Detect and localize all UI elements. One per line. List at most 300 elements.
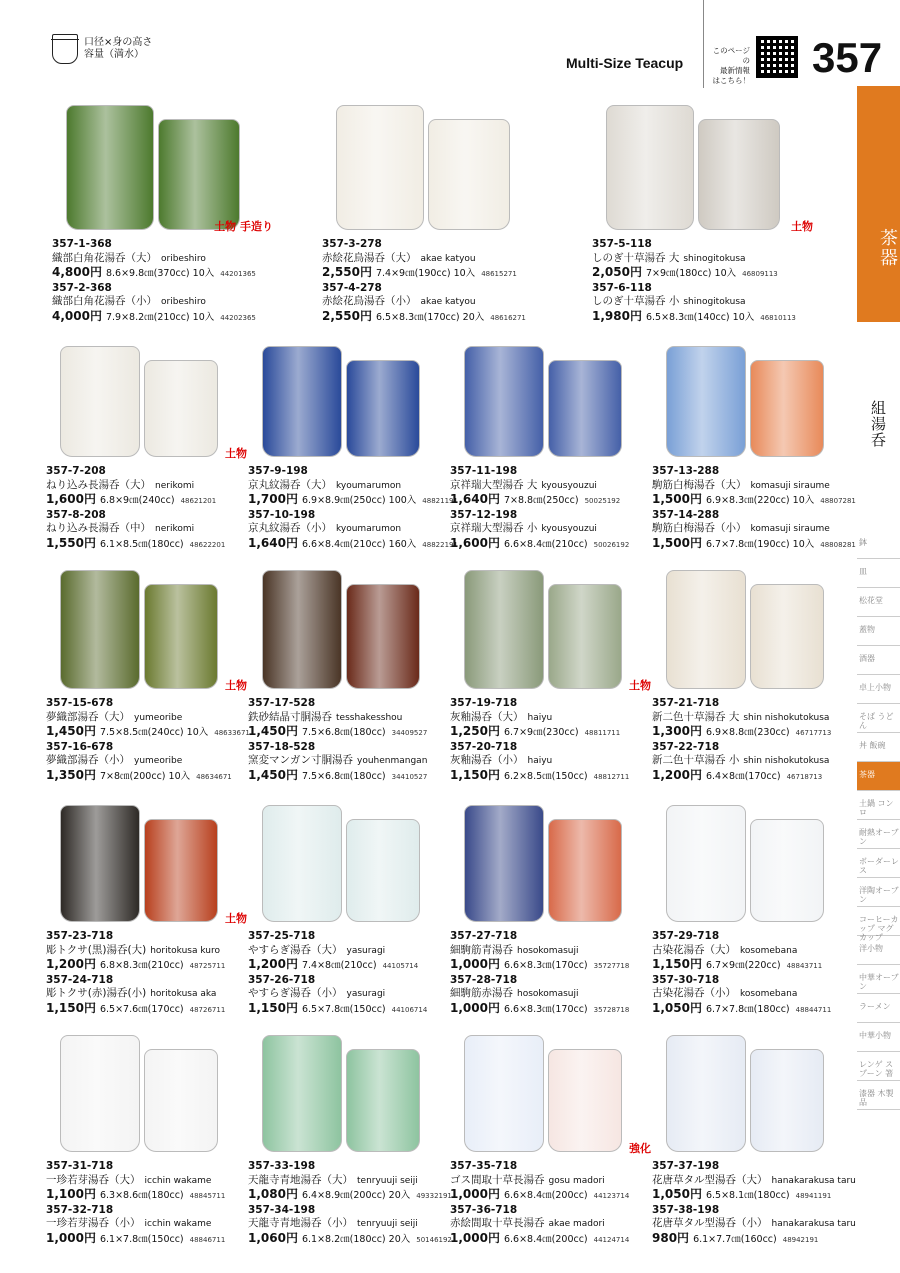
material-badge: 土物 <box>225 912 247 925</box>
product-name-line <box>46 1217 225 1232</box>
product-romaji: shin nishokutokusa <box>743 712 830 723</box>
product-price: 1,600円 <box>46 492 96 506</box>
category-tab[interactable]: 茶器 <box>857 86 900 322</box>
product-block[interactable] <box>450 795 655 1015</box>
product-image <box>652 560 857 689</box>
product-romaji: tenryuuji seiji <box>357 1219 418 1229</box>
price-line <box>52 266 256 282</box>
product-jan: 46717713 <box>795 729 832 737</box>
price-line <box>652 769 831 785</box>
product-block[interactable] <box>652 336 857 550</box>
product-name-line <box>46 1174 225 1189</box>
product-code: 357-28-718 <box>450 973 518 986</box>
product-price: 1,200円 <box>46 957 96 971</box>
product-code: 357-9-198 <box>248 465 308 477</box>
product-jan: 48634671 <box>196 772 232 781</box>
product-info <box>652 465 856 552</box>
product-romaji: kyousyouzui <box>541 524 597 534</box>
product-spec: 7.5×8.5㎝(240cc) 10入 <box>99 727 209 738</box>
product-name-line <box>46 987 225 1002</box>
product-name: 彫トクサ(赤)湯呑(小) <box>46 987 147 999</box>
product-spec: 6.7×9㎝(220cc) <box>705 960 781 971</box>
product-price: 1,450円 <box>248 767 298 782</box>
product-spec: 6.5×7.6㎝(170cc) <box>99 1003 184 1015</box>
category-nav-item[interactable]: 丼 飯碗 <box>857 733 900 762</box>
product-image <box>450 795 655 922</box>
small-cup-image <box>750 819 824 922</box>
product-name: ねり込み長湯呑（大） <box>46 478 151 491</box>
category-nav-item[interactable]: 鉢 <box>857 530 900 559</box>
qr-caption-line: このページの <box>712 46 750 65</box>
cup-size-icon <box>52 34 78 64</box>
large-cup-image <box>66 105 154 230</box>
product-block[interactable] <box>248 336 458 550</box>
price-line <box>450 1188 629 1204</box>
product-spec: 7.4×9㎝(190cc) 10入 <box>375 268 476 279</box>
product-name-line <box>248 987 427 1002</box>
product-name: ねり込み長湯呑（中） <box>46 522 151 534</box>
price-line <box>248 769 427 785</box>
large-cup-image <box>60 1035 140 1152</box>
material-badge: 土物 <box>791 220 813 233</box>
product-code: 357-37-198 <box>652 1160 720 1172</box>
product-image <box>450 1025 655 1155</box>
small-cup-image <box>698 119 780 230</box>
product-price: 2,550円 <box>322 308 372 323</box>
product-jan: 35727718 <box>593 962 630 970</box>
product-jan: 44105714 <box>382 962 419 970</box>
product-spec: 6.6×8.3㎝(170cc) <box>503 1003 588 1015</box>
product-code: 357-14-288 <box>652 508 720 521</box>
product-spec: 6.7×9㎝(230cc) <box>503 727 579 738</box>
page-number: 357 <box>812 34 883 81</box>
category-nav-item[interactable]: 耐熱オーブン <box>857 820 900 849</box>
large-cup-image <box>606 105 694 230</box>
product-name-line <box>248 1217 452 1232</box>
price-line <box>652 493 856 509</box>
product-romaji: tenryuuji seiji <box>357 1175 418 1186</box>
product-code: 357-15-678 <box>46 697 114 709</box>
product-info <box>46 465 225 552</box>
product-name-line <box>450 522 629 537</box>
price-line <box>450 958 629 974</box>
price-line <box>652 537 856 553</box>
product-spec: 6.6×8.4㎝(210cc) 160入 <box>301 538 417 550</box>
small-cup-image <box>144 360 218 457</box>
product-code: 357-29-718 <box>652 930 720 942</box>
product-code: 357-34-198 <box>248 1203 316 1216</box>
product-spec: 8.6×9.8㎝(370cc) 10入 <box>105 268 215 279</box>
product-name: 彫トクサ(黒)湯呑(大) <box>46 943 147 956</box>
price-line <box>592 310 796 326</box>
small-cup-image <box>346 360 420 457</box>
product-name-line <box>450 1174 629 1189</box>
product-jan: 46809113 <box>742 270 778 278</box>
category-nav-item[interactable]: そば うどん <box>857 704 900 733</box>
product-name-line <box>450 987 629 1002</box>
product-price: 1,000円 <box>450 1230 500 1245</box>
product-info <box>592 238 796 325</box>
product-jan: 44201365 <box>220 270 256 278</box>
large-cup-image <box>336 105 424 230</box>
price-line <box>46 537 225 553</box>
product-code: 357-19-718 <box>450 697 518 709</box>
product-code: 357-11-198 <box>450 465 518 477</box>
small-cup-image <box>548 819 622 922</box>
product-code: 357-13-288 <box>652 465 720 477</box>
product-image <box>248 336 453 457</box>
product-romaji: icchin wakame <box>144 1175 212 1186</box>
product-block[interactable] <box>46 1025 251 1245</box>
category-nav-item[interactable]: 土鍋 コンロ <box>857 791 900 820</box>
product-jan: 48808281 <box>820 540 856 549</box>
product-jan: 44202365 <box>220 313 256 322</box>
product-spec: 6.2×8.5㎝(150cc) <box>503 770 588 782</box>
product-name: 花唐草タル型湯呑（小） <box>652 1217 768 1229</box>
product-spec: 6.5×8.3㎝(170cc) 20入 <box>375 311 485 323</box>
price-line <box>248 958 427 974</box>
product-romaji: youhenmangan <box>357 756 428 766</box>
price-line <box>450 1232 629 1248</box>
product-image <box>248 560 453 689</box>
product-spec: 7×9㎝(180cc) 10入 <box>645 268 737 279</box>
product-code: 357-27-718 <box>450 930 518 942</box>
product-info <box>248 465 458 552</box>
price-line <box>322 266 526 282</box>
product-jan: 50026192 <box>593 540 630 549</box>
qr-code-icon[interactable] <box>756 36 798 78</box>
size-legend <box>52 34 152 64</box>
product-price: 1,000円 <box>450 957 500 971</box>
product-info <box>450 697 629 784</box>
product-price: 1,060円 <box>248 1230 298 1245</box>
product-code: 357-2-368 <box>52 281 112 294</box>
product-name-line <box>46 944 225 959</box>
product-price: 1,600円 <box>450 535 500 550</box>
price-line <box>652 958 831 974</box>
product-spec: 6.5×8.1㎝(180cc) <box>705 1190 790 1201</box>
product-code: 357-10-198 <box>248 508 316 521</box>
small-cup-image <box>750 584 824 689</box>
product-name-line <box>52 252 256 267</box>
price-line <box>248 537 458 553</box>
product-block[interactable] <box>652 795 857 1015</box>
product-romaji: yumeoribe <box>134 712 183 723</box>
product-code: 357-23-718 <box>46 930 114 942</box>
category-nav-item[interactable]: レンゲ スプーン 箸 <box>857 1052 900 1081</box>
small-cup-image <box>144 584 218 689</box>
category-nav-item[interactable]: コーヒーカップ マグカップ <box>857 907 900 936</box>
product-jan: 49332191 <box>416 1192 452 1200</box>
product-block[interactable] <box>592 95 817 323</box>
product-name-line <box>450 479 629 494</box>
product-code: 357-35-718 <box>450 1160 518 1172</box>
product-price: 1,150円 <box>46 1000 96 1015</box>
product-romaji: shin nishokutokusa <box>743 756 830 766</box>
product-image <box>46 795 251 925</box>
product-jan: 48812711 <box>593 772 630 781</box>
product-name-line <box>248 479 458 494</box>
large-cup-image <box>60 346 140 457</box>
product-romaji: horitokusa aka <box>150 989 217 999</box>
product-name-line <box>450 754 629 769</box>
small-cup-image <box>548 1049 622 1152</box>
product-info <box>322 238 526 325</box>
product-price: 1,640円 <box>450 492 500 506</box>
large-cup-image <box>666 1035 746 1152</box>
product-jan: 48941191 <box>795 1192 832 1200</box>
price-line <box>52 310 256 326</box>
product-info <box>46 1160 225 1247</box>
product-jan: 48622201 <box>189 540 226 549</box>
product-price: 2,050円 <box>592 265 642 279</box>
product-name: しのぎ十草湯呑 小 <box>592 295 680 307</box>
product-code: 357-36-718 <box>450 1203 518 1216</box>
product-name: 鉄砂結晶寸胴湯呑 <box>248 710 332 723</box>
product-info <box>652 930 831 1017</box>
product-block[interactable] <box>450 560 655 782</box>
product-name: 京丸紋湯呑（大） <box>248 478 332 491</box>
product-block[interactable] <box>46 560 251 782</box>
product-jan: 48725711 <box>189 962 226 970</box>
product-block[interactable] <box>248 1025 453 1245</box>
product-code: 357-18-528 <box>248 740 316 753</box>
product-jan: 46718713 <box>786 772 823 781</box>
product-price: 1,000円 <box>450 1000 500 1015</box>
product-code: 357-26-718 <box>248 973 316 986</box>
product-name-line <box>652 711 831 726</box>
product-name: 織部白角花湯呑（大） <box>52 251 157 264</box>
product-jan: 48942191 <box>782 1235 819 1244</box>
product-code: 357-17-528 <box>248 697 316 709</box>
small-cup-image <box>158 119 240 230</box>
product-price: 1,000円 <box>450 1187 500 1201</box>
product-name-line <box>652 944 831 959</box>
product-info <box>450 465 629 552</box>
price-line <box>46 1232 225 1248</box>
small-cup-image <box>346 584 420 689</box>
product-price: 1,250円 <box>450 724 500 738</box>
product-block[interactable] <box>248 795 453 1015</box>
category-nav-item[interactable]: 茶器 <box>857 762 900 791</box>
product-spec: 6.3×8.6㎝(180cc) <box>99 1190 184 1201</box>
large-cup-image <box>464 346 544 457</box>
product-jan: 48843711 <box>786 962 823 970</box>
product-price: 1,500円 <box>652 535 702 550</box>
product-romaji: komasuji siraume <box>750 524 830 534</box>
product-name: 新二色十草湯呑 小 <box>652 754 740 766</box>
product-code: 357-3-278 <box>322 238 382 250</box>
small-cup-image <box>144 1049 218 1152</box>
product-image <box>652 795 857 922</box>
product-romaji: icchin wakame <box>144 1219 212 1229</box>
product-name: 赤絵花鳥湯呑（大） <box>322 251 417 264</box>
category-nav-item[interactable]: ボーダーレス <box>857 849 900 878</box>
header-divider <box>703 0 704 88</box>
category-nav-item[interactable]: 洋小物 <box>857 936 900 965</box>
price-line <box>46 958 225 974</box>
product-block[interactable] <box>450 336 655 550</box>
product-jan: 48633671 <box>214 729 250 737</box>
product-image <box>46 336 251 460</box>
product-block[interactable] <box>450 1025 655 1245</box>
product-spec: 7×8㎝(200cc) 10入 <box>99 770 191 782</box>
product-block[interactable] <box>652 1025 857 1245</box>
product-name-line <box>46 754 250 769</box>
qr-caption <box>706 46 750 86</box>
product-jan: 46810113 <box>760 313 796 322</box>
product-code: 357-24-718 <box>46 973 114 986</box>
product-code: 357-32-718 <box>46 1203 114 1216</box>
product-price: 4,800円 <box>52 265 102 279</box>
large-cup-image <box>464 805 544 922</box>
price-line <box>248 1232 452 1248</box>
price-line <box>46 725 250 741</box>
product-name: 一珍若芽湯呑（大） <box>46 1173 141 1186</box>
product-name: 駒筋白梅湯呑（大） <box>652 478 747 491</box>
product-price: 1,450円 <box>248 724 298 738</box>
product-jan: 44106714 <box>391 1005 428 1014</box>
product-spec: 6.1×8.5㎝(180cc) <box>99 538 184 550</box>
product-romaji: kosomebana <box>740 945 798 956</box>
product-romaji: tesshakesshou <box>336 712 403 723</box>
price-line <box>248 493 458 509</box>
product-romaji: oribeshiro <box>161 297 206 307</box>
product-price: 1,450円 <box>46 724 96 738</box>
small-cup-image <box>346 819 420 922</box>
category-nav-item[interactable]: 漆器 木製品 <box>857 1081 900 1110</box>
product-code: 357-12-198 <box>450 508 518 521</box>
product-price: 1,200円 <box>248 957 298 971</box>
product-name: 灰釉湯呑（大） <box>450 710 524 723</box>
product-price: 980円 <box>652 1230 690 1245</box>
product-name: 天龍寺青地湯呑（小） <box>248 1217 353 1229</box>
product-code: 357-8-208 <box>46 508 106 521</box>
price-line <box>592 266 796 282</box>
product-block[interactable] <box>248 560 453 782</box>
product-image <box>450 560 655 692</box>
product-name-line <box>450 944 629 959</box>
product-romaji: kyoumarumon <box>336 480 402 491</box>
product-price: 1,050円 <box>652 1187 702 1201</box>
category-nav-item[interactable]: 皿 <box>857 559 900 588</box>
product-romaji: kosomebana <box>740 989 798 999</box>
product-price: 1,000円 <box>46 1230 96 1245</box>
large-cup-image <box>262 570 342 689</box>
product-info <box>248 930 427 1017</box>
product-name-line <box>592 295 796 310</box>
product-price: 2,550円 <box>322 265 372 279</box>
product-info <box>248 1160 452 1247</box>
product-spec: 6.8×9㎝(240cc) <box>99 495 175 506</box>
product-info <box>46 697 250 784</box>
product-price: 1,300円 <box>652 724 702 738</box>
price-line <box>248 725 427 741</box>
product-spec: 6.6×8.4㎝(200cc) <box>503 1233 588 1245</box>
product-romaji: haiyu <box>527 756 553 766</box>
product-jan: 35728718 <box>593 1005 630 1014</box>
product-image <box>322 95 547 230</box>
material-badge: 土物 <box>629 679 651 692</box>
product-name: 花唐草タル型湯呑（大） <box>652 1173 768 1186</box>
product-code: 357-31-718 <box>46 1160 114 1172</box>
product-name: 古染花湯呑（小） <box>652 987 736 999</box>
material-badge: 土物 <box>225 679 247 692</box>
product-romaji: horitokusa kuro <box>150 945 220 956</box>
product-romaji: kyousyouzui <box>541 480 597 491</box>
category-nav-item[interactable]: 蓋物 <box>857 617 900 646</box>
product-spec: 6.6×8.4㎝(200cc) <box>503 1190 588 1201</box>
product-code: 357-25-718 <box>248 930 316 942</box>
product-romaji: yasuragi <box>346 989 386 999</box>
product-block[interactable] <box>46 795 251 1015</box>
category-nav-item[interactable]: 酒器 <box>857 646 900 675</box>
product-block[interactable] <box>652 560 857 782</box>
product-code: 357-1-368 <box>52 238 112 250</box>
product-name-line <box>450 711 629 726</box>
product-jan: 44124714 <box>593 1235 630 1244</box>
legend-line-2: 容量（満水） <box>84 49 144 60</box>
category-nav-item[interactable]: ラーメン <box>857 994 900 1023</box>
product-name-line <box>322 252 526 267</box>
product-price: 1,050円 <box>652 1000 702 1015</box>
product-romaji: shinogitokusa <box>683 297 746 307</box>
product-block[interactable] <box>46 336 251 550</box>
product-romaji: kyoumarumon <box>336 524 402 534</box>
product-price: 1,100円 <box>46 1187 96 1201</box>
product-code: 357-21-718 <box>652 697 720 709</box>
price-line <box>652 1002 831 1018</box>
product-jan: 50146192 <box>416 1235 452 1244</box>
product-spec: 7.5×6.8㎝(180cc) <box>301 727 386 738</box>
material-badge: 強化 <box>629 1142 651 1155</box>
category-nav-item[interactable]: 松花堂 <box>857 588 900 617</box>
price-line <box>450 1002 629 1018</box>
product-spec: 7.4×8㎝(210cc) <box>301 960 377 971</box>
price-line <box>248 1002 427 1018</box>
product-code: 357-38-198 <box>652 1203 720 1216</box>
product-image <box>46 1025 251 1152</box>
large-cup-image <box>262 805 342 922</box>
product-block[interactable] <box>322 95 547 323</box>
category-nav-item[interactable]: 中華小物 <box>857 1023 900 1052</box>
price-line <box>322 310 526 326</box>
product-code: 357-30-718 <box>652 973 720 986</box>
category-nav-item[interactable]: 卓上小物 <box>857 675 900 704</box>
product-jan: 34409527 <box>391 729 428 737</box>
product-name-line <box>248 754 427 769</box>
large-cup-image <box>666 570 746 689</box>
product-info <box>52 238 256 325</box>
product-info <box>450 930 629 1017</box>
large-cup-image <box>60 570 140 689</box>
category-nav-item[interactable]: 洋陶オーブン <box>857 878 900 907</box>
product-price: 1,550円 <box>46 535 96 550</box>
price-line <box>46 1002 225 1018</box>
category-nav-item[interactable]: 中華オーブン <box>857 965 900 994</box>
product-spec: 6.8×8.3㎝(210cc) <box>99 960 184 971</box>
legend-line-1: 口径×身の高さ <box>84 37 153 48</box>
product-name: 京祥瑞大型湯呑 大 <box>450 478 538 491</box>
product-spec: 6.9×8.8㎝(230cc) <box>705 727 790 738</box>
product-name-line <box>52 295 256 310</box>
page-title: Multi-Size Teacup <box>566 55 684 71</box>
product-name: 赤絵間取十草長湯呑 <box>450 1217 545 1229</box>
product-jan: 48821191 <box>422 497 458 505</box>
product-romaji: yumeoribe <box>134 756 183 766</box>
product-block[interactable] <box>52 95 277 323</box>
small-cup-image <box>428 119 510 230</box>
